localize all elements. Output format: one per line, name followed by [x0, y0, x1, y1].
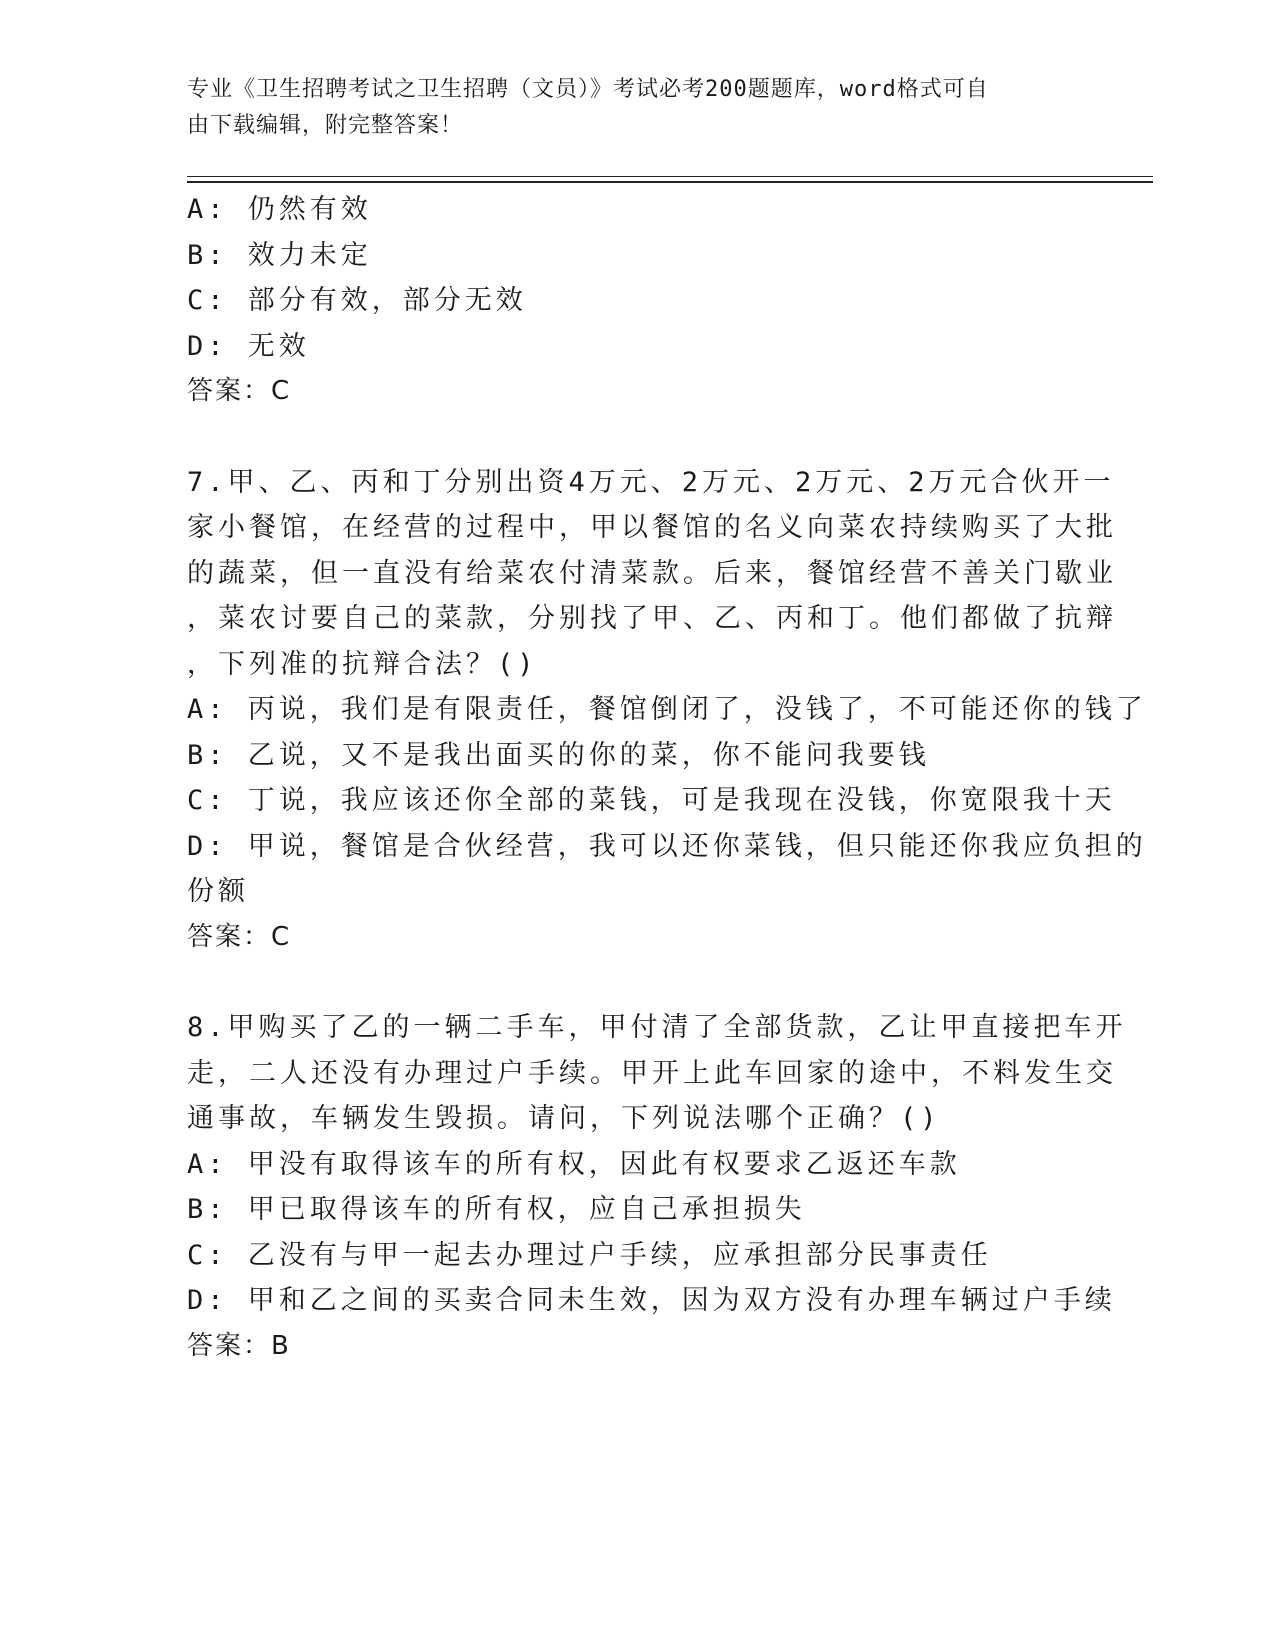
q7-stem-line-1: 7.甲、乙、丙和丁分别出资4万元、2万元、2万元、2万元合伙开一: [187, 466, 1115, 498]
q6-option-b: B: 效力未定: [187, 239, 372, 271]
q6-option-c: C: 部分有效，部分无效: [187, 285, 527, 316]
q7-option-a: A: 丙说，我们是有限责任，餐馆倒闭了，没钱了，不可能还你的钱了: [187, 694, 1147, 725]
q8-option-d: D: 甲和乙之间的买卖合同未生效，因为双方没有办理车辆过户手续: [187, 1285, 1116, 1316]
q7-answer: 答案：C: [187, 921, 292, 952]
q7-option-b: B: 乙说，又不是我出面买的你的菜，你不能问我要钱: [187, 739, 930, 771]
header-line-2: 由下载编辑，附完整答案！: [187, 113, 464, 138]
q8-answer: 答案：B: [187, 1330, 291, 1361]
q7-option-d-line-1: D: 甲说，餐馆是合伙经营，我可以还你菜钱，但只能还你我应负担的: [187, 830, 1147, 862]
q7-option-c: C: 丁说，我应该还你全部的菜钱，可是我现在没钱，你宽限我十天: [187, 785, 1116, 816]
document-header: [187, 72, 1067, 144]
header-divider-thin: [187, 176, 1153, 177]
spacer: [187, 415, 1087, 460]
q8-stem-line-2: 走，二人还没有办理过户手续。甲开上此车回家的途中，不料发生交: [187, 1057, 1117, 1089]
question-6-block: [187, 187, 1087, 415]
q7-option-d-line-2: 份额: [187, 876, 249, 907]
q8-stem-line-3: 通事故，车辆发生毁损。请问，下列说法哪个正确？(): [187, 1103, 941, 1134]
q8-option-b: B: 甲已取得该车的所有权，应自己承担损失: [187, 1194, 806, 1225]
question-8-block: [187, 1005, 1127, 1369]
header-line-1: 专业《卫生招聘考试之卫生招聘（文员）》考试必考200题题库，word格式可自: [187, 77, 989, 102]
q8-option-c: C: 乙没有与甲一起去办理过户手续，应承担部分民事责任: [187, 1239, 992, 1271]
q6-answer: 答案：C: [187, 376, 292, 406]
question-7-block: [187, 460, 1147, 961]
q6-option-d: D: 无效: [187, 330, 310, 362]
q7-stem-line-4: ，菜农讨要自己的菜款，分别找了甲、乙、丙和丁。他们都做了抗辩: [187, 603, 1117, 634]
q7-stem-line-2: 家小餐馆，在经营的过程中，甲以餐馆的名义向菜农持续购买了大批: [187, 512, 1117, 543]
spacer: [187, 960, 1087, 1005]
header-divider-thick: [187, 181, 1153, 183]
q8-option-a: A: 甲没有取得该车的所有权，因此有权要求乙返还车款: [187, 1148, 961, 1180]
q8-stem-line-1: 8.甲购买了乙的一辆二手车，甲付清了全部货款，乙让甲直接把车开: [187, 1012, 1127, 1043]
q7-stem-line-5: ，下列准的抗辩合法？(): [187, 648, 538, 680]
q7-stem-line-3: 的蔬菜，但一直没有给菜农付清菜款。后来，餐馆经营不善关门歇业: [187, 557, 1117, 589]
question-content: [187, 187, 1147, 1369]
q6-option-a: A: 仍然有效: [187, 194, 372, 225]
